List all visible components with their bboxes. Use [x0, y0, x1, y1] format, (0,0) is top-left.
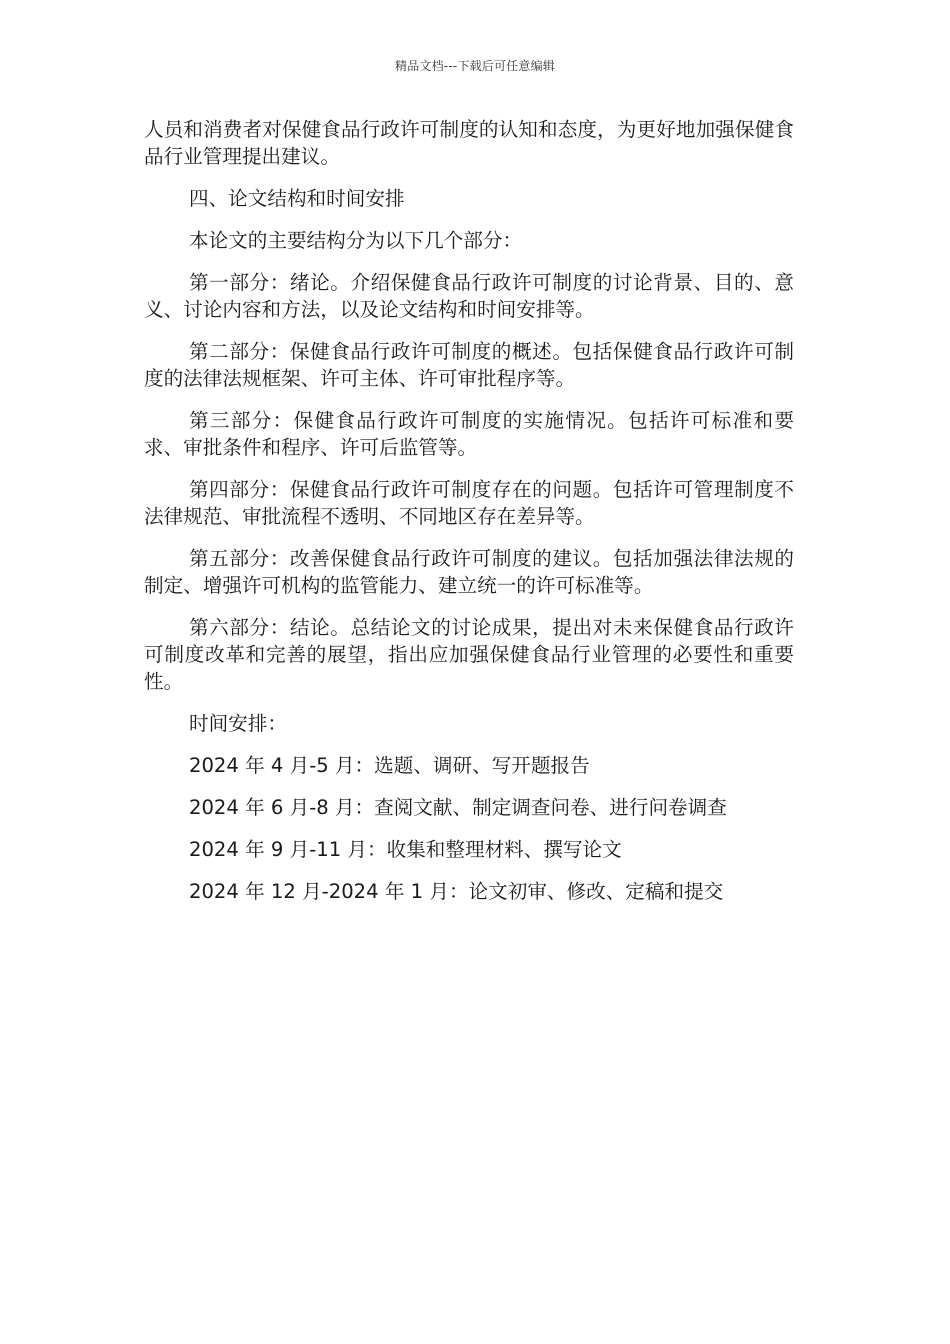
paragraph-part-1: 第一部分：绪论。介绍保健食品行政许可制度的讨论背景、目的、意义、讨论内容和方法，以及论文结构和时间安排等。: [144, 271, 794, 321]
paragraph-part-6: 第六部分：结论。总结论文的讨论成果，提出对未来保健食品行政许可制度改革和完善的展望，指出应加强保健食品行业管理的必要性和重要性。: [144, 616, 794, 693]
document-body: [144, 116, 794, 920]
schedule-item: 2024 年 4 月-5 月：选题、调研、写开题报告: [189, 754, 590, 777]
paragraph-part-5: 第五部分：改善保健食品行政许可制度的建议。包括加强法律法规的制定、增强许可机构的监管能力、建立统一的许可标准等。: [144, 547, 794, 597]
schedule-item: 2024 年 9 月-11 月：收集和整理材料、撰写论文: [189, 838, 622, 861]
paragraph-part-4: 第四部分：保健食品行政许可制度存在的问题。包括许可管理制度不法律规范、审批流程不透明、不同地区存在差异等。: [144, 478, 794, 528]
paragraph-part-3: 第三部分：保健食品行政许可制度的实施情况。包括许可标准和要求、审批条件和程序、许可后监管等。: [144, 409, 794, 459]
page-header: 精品文档---下载后可任意编辑: [395, 59, 555, 73]
schedule-item: 2024 年 6 月-8 月：查阅文献、制定调查问卷、进行问卷调查: [189, 796, 727, 819]
schedule-heading: 时间安排：: [189, 712, 287, 735]
schedule-item: 2024 年 12 月-2024 年 1 月：论文初审、修改、定稿和提交: [189, 880, 724, 903]
paragraph-structure-intro: 本论文的主要结构分为以下几个部分：: [189, 229, 523, 252]
section-heading: 四、论文结构和时间安排: [189, 187, 405, 210]
paragraph-continuation: 人员和消费者对保健食品行政许可制度的认知和态度，为更好地加强保健食品行业管理提出建议。: [144, 118, 794, 168]
paragraph-part-2: 第二部分：保健食品行政许可制度的概述。包括保健食品行政许可制度的法律法规框架、许可主体、许可审批程序等。: [144, 340, 794, 390]
